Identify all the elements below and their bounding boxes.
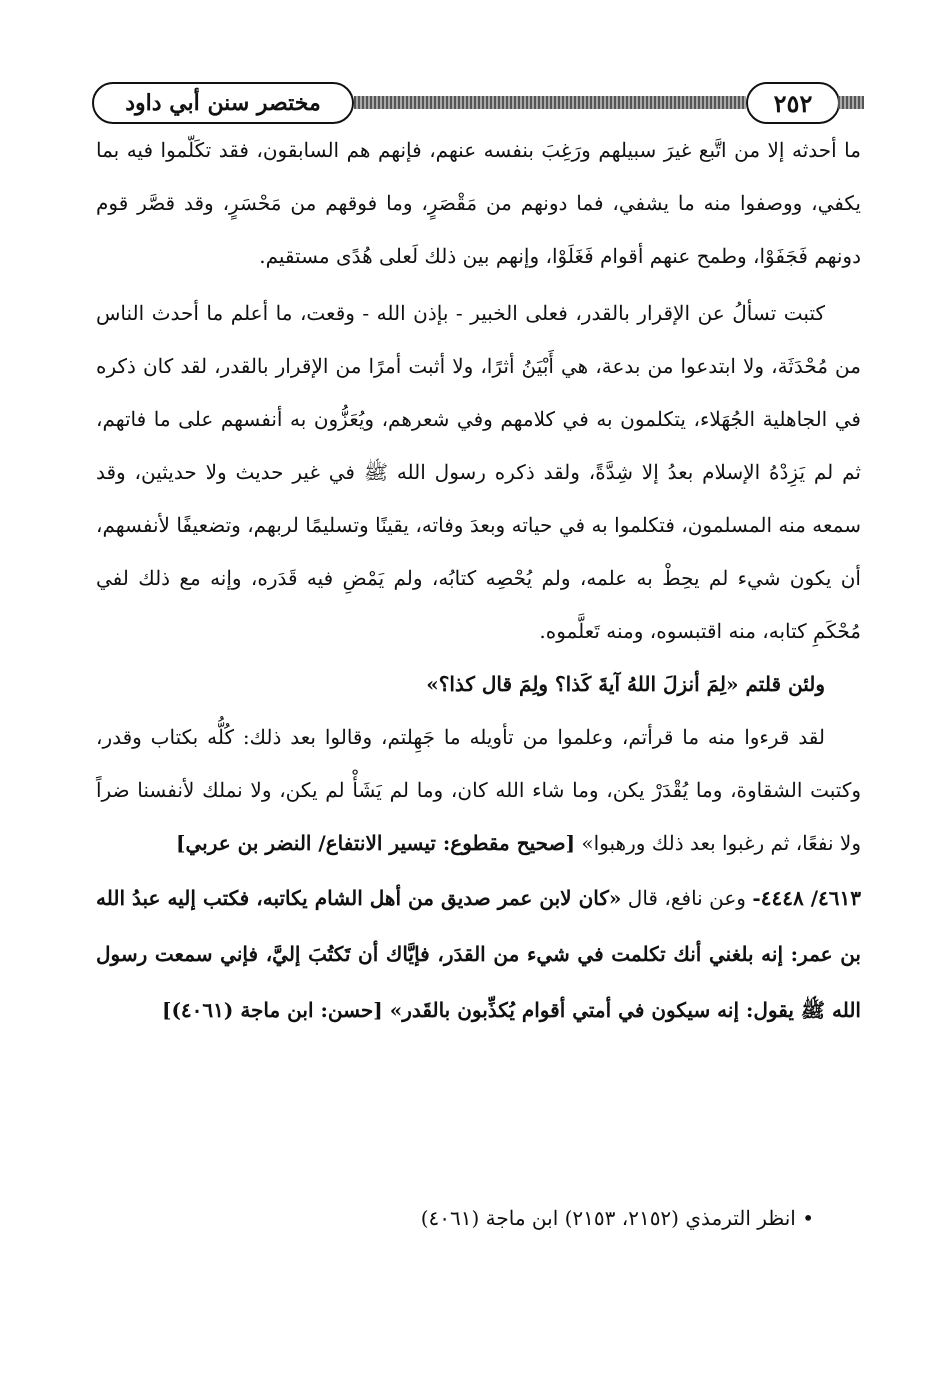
grading-reference: [صحيح مقطوع: تيسير الانتفاع/ النضر بن عربي] [176, 831, 576, 855]
book-title-box [92, 82, 354, 124]
page-number-box [746, 82, 840, 124]
paragraph-2: كتبت تسألُ عن الإقرار بالقدر، فعلى الخبير - بإذن الله - وقعت، ما أعلم ما أحدث الناس من مُحْدَثَة، ولا ابتدعوا من بدعة، هي أَبْيَنُ أثرًا، ولا أثبت أمرًا من الإقرار بالقدر، لقد كان ذكره في الجاهلية الجُهَلاء، يتكلمون به في كلامهم وفي شعرهم، ويُعَزُّون به أنفسهم على ما فاتهم، ثم لم يَزِدْهُ الإسلام بعدُ إلا شِدَّةً، ولقد ذكره رسول الله ﷺ في غير حديث ولا حديثين، وقد سمعه منه المسلمون، فتكلموا به في حياته وبعدَ وفاته، يقينًا وتسليمًا لربهم، وتضعيفًا لأنفسهم، أن يكون شيء لم يحِطْ به علمه، ولم يُحْصِه كتابُه، ولم يَمْضِ فيه قَدَره، وإنه مع ذلك لفي مُحْكَمِ كتابه، منه اقتبسوه، ومنه تَعلَّموه. [96, 301, 861, 643]
book-title: مختصر سنن أبي داود [125, 90, 321, 116]
paragraph-4 [96, 711, 861, 870]
hadith-number: ٤٦١٣/ ٤٤٤٨- [752, 886, 861, 910]
page-body [96, 124, 861, 1038]
paragraph-4-text: لقد قرءوا منه ما قرأتم، وعلموا من تأويله ما جَهِلتم، وقالوا بعد ذلك: كُلُّه بكتاب وقدر، وكتبت الشقاوة، وما يُقْدَرْ يكن، وما شاء الله كان، وما لم يَشَأْ لم يكن، ولا نملك لأنفسنا ضراً ولا نفعًا، ثم رغبوا بعد ذلك ورهبوا» [96, 725, 861, 855]
header-decorative-bar-end [838, 96, 864, 109]
page-header [92, 82, 864, 128]
page-number: ٢٥٢ [773, 88, 813, 118]
paragraph-1: ما أحدثه إلا من اتَّبع غيرَ سبيلهم ورَغِبَ بنفسه عنهم، فإنهم هم السابقون، فقد تكَلّموا فيه بما يكفي، ووصفوا منه ما يشفي، فما دونهم من مَقْصَرٍ، وما فوقهم من مَحْسَرٍ، وقد قصَّر قوم دونهم فَجَفَوْا، وطمح عنهم أقوام فَغَلَوْا، وإنهم بين ذلك لَعلى هُدًى مستقيم. [96, 138, 861, 268]
paragraph-3: ولئن قلتم «لِمَ أنزلَ اللهُ آيةَ كَذا؟ ولِمَ قال كذا؟» [426, 672, 825, 696]
hadith-entry [96, 870, 861, 1038]
footnote: • انظر الترمذي (٢١٥٢، ٢١٥٣) ابن ماجة (٤٠٦١) [420, 1206, 814, 1230]
header-decorative-bar [354, 96, 746, 109]
hadith-intro: وعن نافع، قال [621, 886, 753, 910]
hadith-text: «كان لابن عمر صديق من أهل الشام يكاتبه، فكتب إليه عبدُ الله بن عمر: إنه بلغني أنك تكلمت في شيء من القدَر، فإيَّاك أن تَكتُبَ إليَّ، فإني سمعت رسول الله ﷺ يقول: إنه سيكون في أمتي أقوام يُكذِّبون بالقَدر» [حسن: ابن ماجة (٤٠٦١)] [96, 886, 861, 1022]
